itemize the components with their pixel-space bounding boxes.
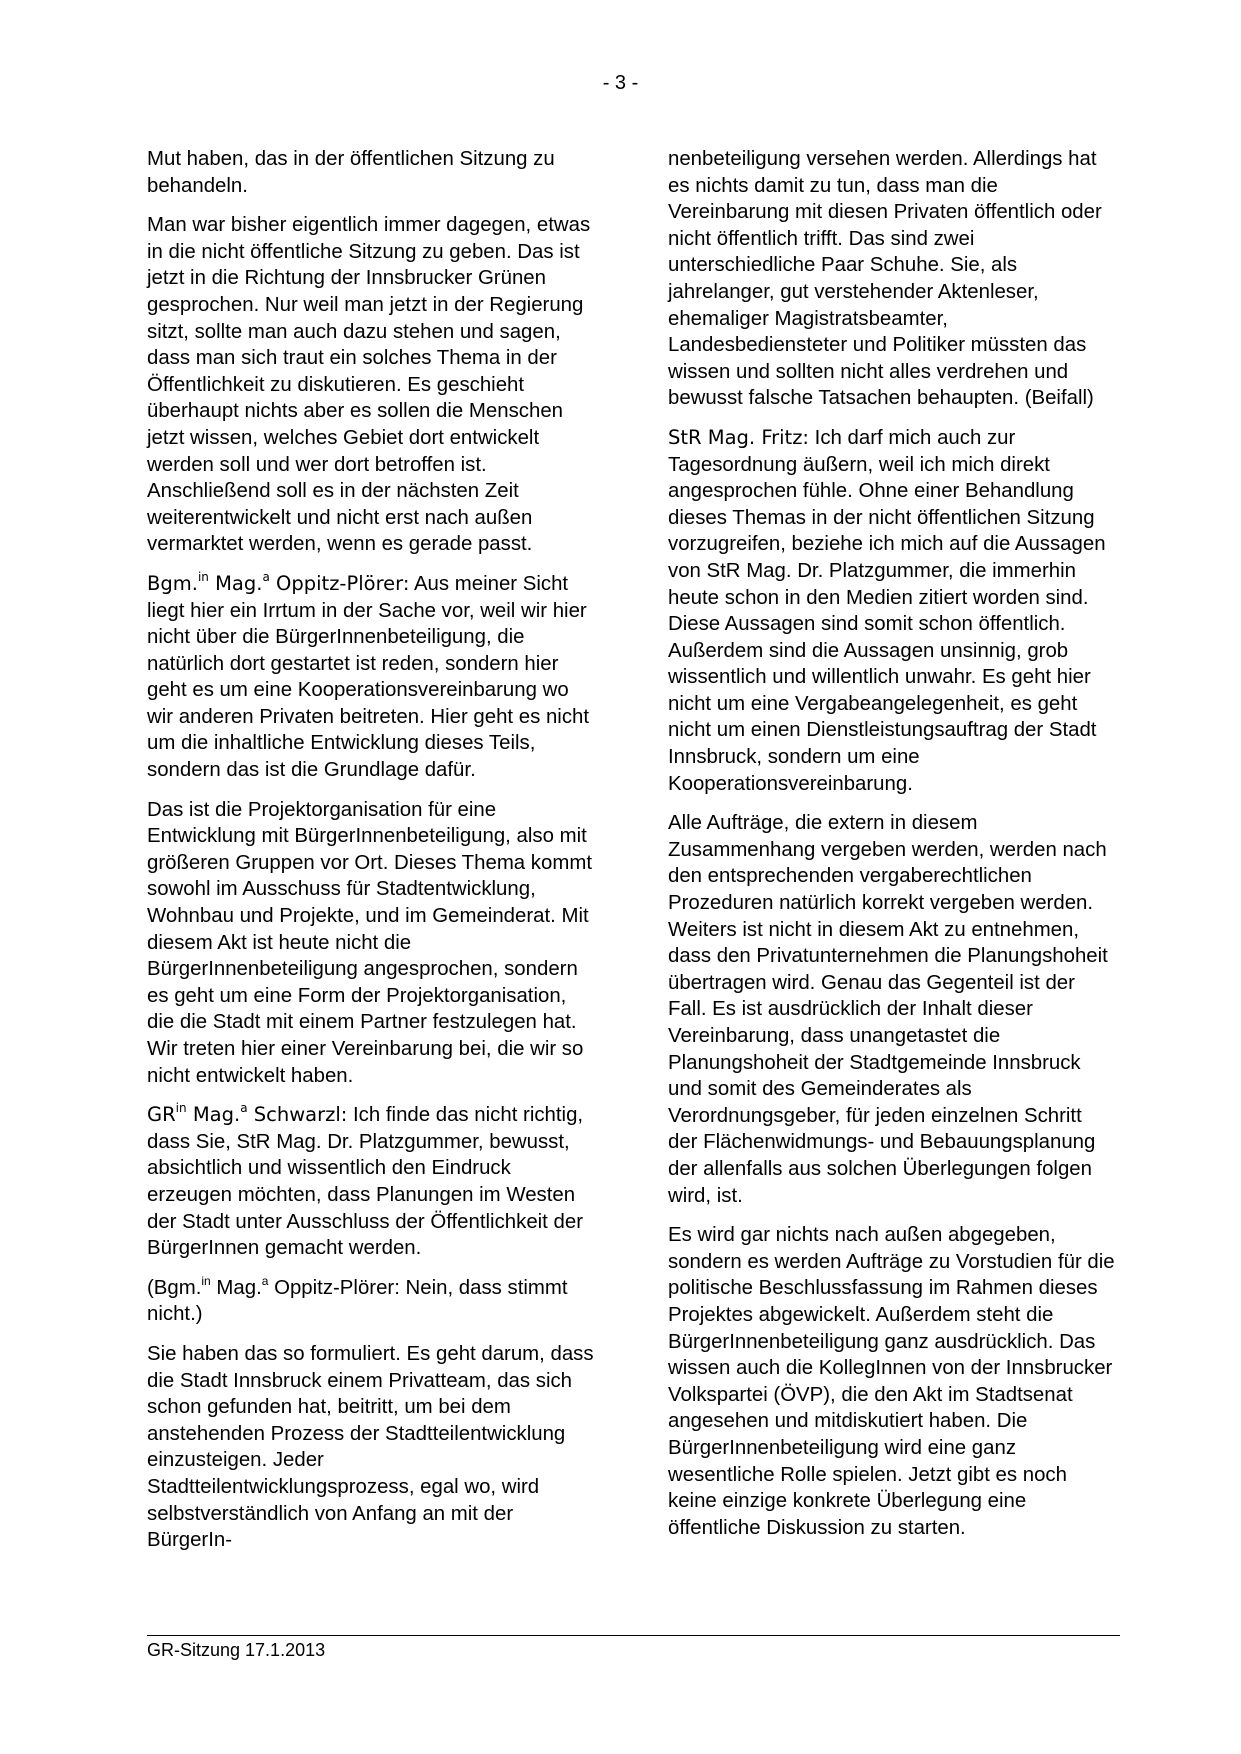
interjection-paragraph: (Bgm.$^{in}$ Mag.$^a$ Oppitz-Plörer: Nein, dass stimmt nicht.) [147,1273,568,1326]
paragraph: nenbeteiligung versehen werden. Allerdings hat es nichts damit zu tun, dass man die Vereinbarung mit diesen Privaten öffentlich oder nicht öffentlich trifft. Das sind zwei unterschiedliche Paar Schuhe. Sie, als jahrelanger, gut verstehender Aktenleser, ehemaliger Magistratsbeamter, Landesbediensteter und Politiker müssten das wissen und sollten nicht alles verdrehen und bewusst falsche Tatsachen behaupten. (Beifall) [668,148,1102,410]
paragraph: Es wird gar nichts nach außen abgegeben, sondern es werden Aufträge zu Vorstudien für die politische Beschlussfassung im Rahmen dieses Projektes abgewickelt. Außerdem steht die BürgerInnenbeteiligung ganz ausdrücklich. Das wissen auch die KollegInnen von der Innsbrucker Volkspartei (ÖVP), die den Akt im Stadtsenat angesehen und mitdiskutiert haben. Die BürgerInnenbeteiligung wird eine ganz wesentliche Rolle spielen. Jetzt gibt es noch keine einzige konkrete Überlegung eine öffentliche Diskussion zu starten. [668,1224,1115,1539]
speech-paragraph [147,1102,595,1262]
left-column [147,146,595,1567]
paragraph: Das ist die Projektorganisation für eine Entwicklung mit BürgerInnenbeteiligung, also mit größeren Gruppen vor Ort. Dieses Thema kommt sowohl im Ausschuss für Stadtentwicklung, Wohnbau und Projekte, und im Gemeinderat. Mit diesem Akt ist heute nicht die BürgerInnenbeteiligung angesprochen, sondern es geht um eine Form der Projektorganisation, die die Stadt mit einem Partner festzulegen hat. Wir treten hier einer Vereinbarung bei, die wir so nicht entwickelt haben. [147,798,592,1087]
speech-text: Ich darf mich auch zur Tagesordnung äußern, weil ich mich direkt angesprochen fühle. Ohne einer Behandlung dieses Themas in der nicht öffentlichen Sitzung vorzugreifen, beziehe ich mich auf die Aussagen von StR Mag. Dr. Platzgummer, die immerhin heute schon in den Medien zitiert worden sind. Diese Aussagen sind somit schon öffentlich. Außerdem sind die Aussagen unsinnig, grob wissentlich und willentlich unwahr. Es geht hier nicht um eine Vergabeangelegenheit, es geht nicht um einen Dienstleistungsauftrag der Stadt Innsbruck, sondern um eine Kooperationsvereinbarung. [668,426,1106,795]
paragraph: Mut haben, das in der öffentlichen Sitzung zu behandeln. [147,148,555,197]
speaker-name: $GR^{in}$ Mag.$^a$ Schwarzl: [147,1101,348,1127]
paragraph: Sie haben das so formuliert. Es geht darum, dass die Stadt Innsbruck einem Privatteam, das sich schon gefunden hat, beitritt, um bei dem anstehenden Prozess der Stadtteilentwicklung einzusteigen. Jeder Stadtteilentwicklungsprozess, egal wo, wird selbstverständlich von Anfang an mit der BürgerIn- [147,1342,594,1552]
speaker-name: StR Mag. Fritz: [668,425,810,449]
speech-text: Aus meiner Sicht liegt hier ein Irrtum in der Sache vor, weil wir hier nicht über die BürgerInnenbeteiligung, die natürlich dort gestartet ist reden, sondern hier geht es um eine Kooperationsvereinbarung wo wir anderen Privaten beitreten. Hier geht es nicht um die inhaltliche Entwicklung dieses Teils, sondern das ist die Grundlage dafür. [147,572,590,782]
paragraph: Alle Aufträge, die extern in diesem Zusammenhang vergeben werden, werden nach den entsprechenden vergaberechtlichen Prozeduren natürlich korrekt vergeben werden. Weiters ist nicht in diesem Akt zu entnehmen, dass den Privatunternehmen die Planungshoheit übertragen wird. Genau das Gegenteil ist der Fall. Es ist ausdrücklich der Inhalt dieser Vereinbarung, dass unangetastet die Planungshoheit der Stadtgemeinde Innsbruck und somit des Gemeinderates als Verordnungsgeber, für jeden einzelnen Schritt der Flächenwidmungs- und Bebauungsplanung der allenfalls aus solchen Überlegungen folgen wird, ist. [668,812,1108,1207]
right-column [668,146,1116,1554]
speech-text: Ich finde das nicht richtig, dass Sie, StR Mag. Dr. Platzgummer, bewusst, absichtlich und wissentlich den Eindruck erzeugen möchten, dass Planungen im Westen der Stadt unter Ausschluss der Öffentlichkeit der BürgerInnen gemacht werden. [147,1104,584,1260]
footer-text: GR-Sitzung 17.1.2013 [147,1640,326,1660]
speaker-name: Bgm.$^{in}$ Mag.$^a$ Oppitz-Plörer: [147,569,410,595]
footer-divider [147,1635,1120,1636]
speech-paragraph [147,571,595,784]
page-number: - 3 - [602,72,639,94]
paragraph: Man war bisher eigentlich immer dagegen, etwas in die nicht öffentliche Sitzung zu geben. Das ist jetzt in die Richtung der Innsbrucker Grünen gesprochen. Nur weil man jetzt in der Regierung sitzt, sollte man auch dazu stehen und sagen, dass man sich traut ein solches Thema in der Öffentlichkeit zu diskutieren. Es geschieht überhaupt nichts aber es sollen die Menschen jetzt wissen, welches Gebiet dort entwickelt werden soll und wer dort betroffen ist. Anschließend soll es in der nächsten Zeit weiterentwickelt und nicht erst nach außen vermarktet werden, wenn es gerade passt. [147,214,591,556]
speech-paragraph [668,425,1116,797]
